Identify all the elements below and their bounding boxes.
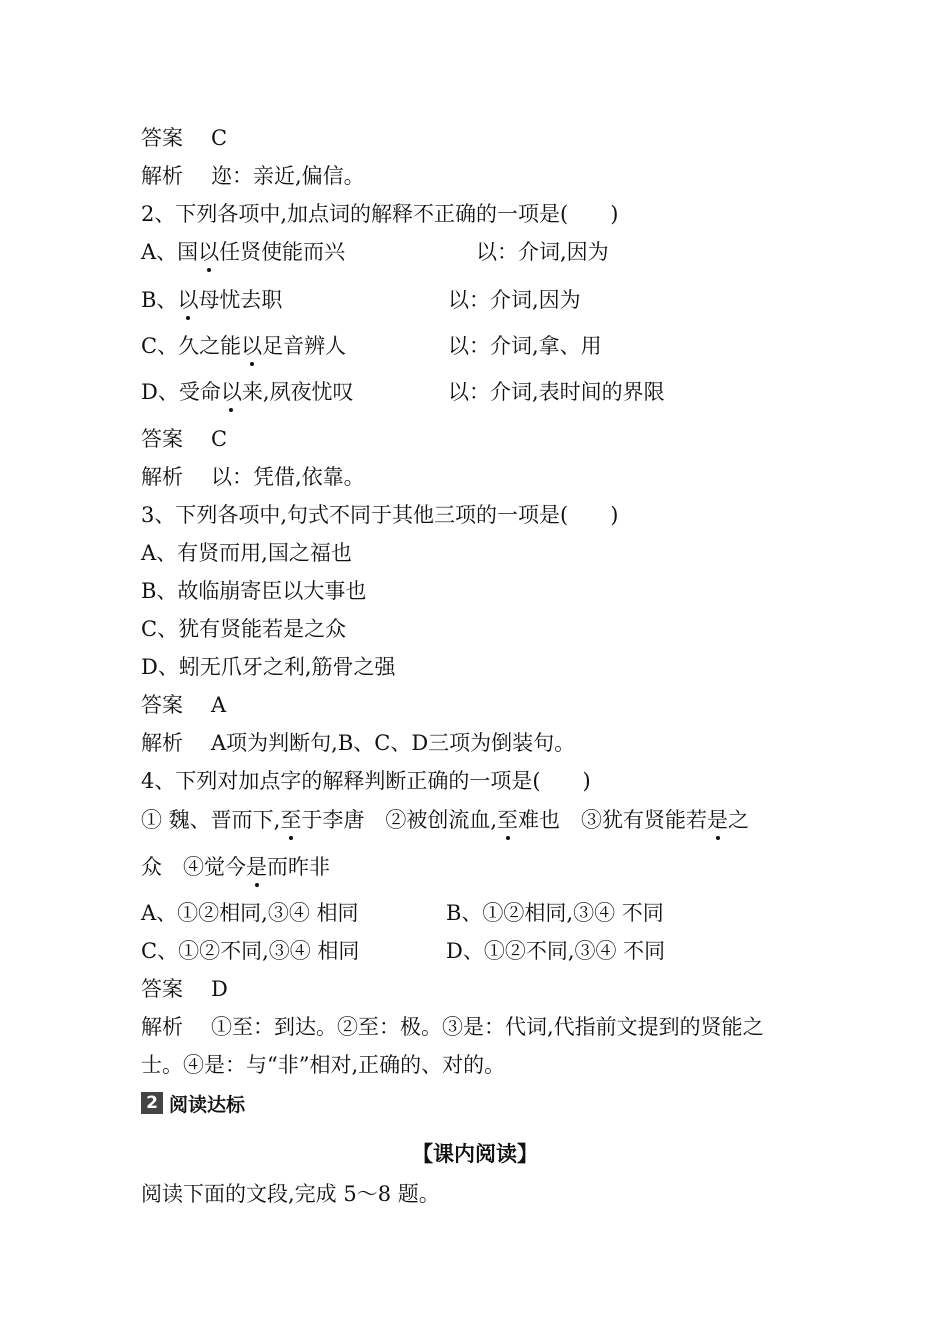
emphasis-dot-char: 以 bbox=[220, 380, 242, 404]
q4-option-d: D、①②不同,③④ 不同 bbox=[446, 939, 666, 963]
reading-instruction: 阅读下面的文段,完成 5～8 题。 bbox=[141, 1182, 440, 1206]
q3-option-d: D、蚓无爪牙之利,筋骨之强 bbox=[141, 655, 396, 679]
q4-option-a: A、①②相同,③④ 相同 bbox=[141, 901, 359, 925]
q3-option-c: C、犹有贤能若是之众 bbox=[141, 617, 347, 641]
section-number-badge: 2 bbox=[141, 1092, 163, 1114]
q4-option-b: B、①②相同,③④ 不同 bbox=[446, 901, 664, 925]
q4-sentences-line1: ① 魏、晋而下,至于李唐 ②被创流血,至难也 ③犹有贤能若是之 bbox=[141, 808, 750, 832]
q2-option-b-gloss: 以：介词,因为 bbox=[448, 288, 581, 312]
q4-sentences-line2: 众 ④觉今是而昨非 bbox=[141, 855, 330, 879]
emphasis-dot-char: 至 bbox=[497, 808, 519, 832]
q2-stem: 2、下列各项中,加点词的解释不正确的一项是( ) bbox=[141, 202, 619, 226]
q1-answer: 答案 C bbox=[141, 126, 228, 150]
q4-stem: 4、下列对加点字的解释判断正确的一项是( ) bbox=[141, 769, 591, 793]
q4-analysis-cont: 士。④是：与“非”相对,正确的、对的。 bbox=[141, 1053, 506, 1077]
section-title: 阅读达标 bbox=[169, 1093, 246, 1116]
q2-option-a-gloss: 以：介词,因为 bbox=[476, 240, 609, 264]
section-heading bbox=[141, 1090, 245, 1116]
q2-option-d-gloss: 以：介词,表时间的界限 bbox=[448, 380, 665, 404]
subsection-title: 【课内阅读】 bbox=[412, 1141, 538, 1166]
q3-option-a: A、有贤而用,国之福也 bbox=[141, 541, 352, 565]
q2-option-a: A、国以任贤使能而兴 bbox=[141, 240, 346, 264]
q1-analysis: 解析 迩：亲近,偏信。 bbox=[141, 164, 365, 188]
q2-option-b: B、以母忧去职 bbox=[141, 288, 283, 312]
emphasis-dot-char: 是 bbox=[246, 855, 267, 879]
q3-stem: 3、下列各项中,句式不同于其他三项的一项是( ) bbox=[141, 503, 619, 527]
emphasis-dot-char: 以 bbox=[177, 288, 199, 312]
q4-answer: 答案 D bbox=[141, 977, 228, 1001]
q3-analysis: 解析 A项为判断句,B、C、D三项为倒装句。 bbox=[141, 731, 576, 755]
q2-option-d: D、受命以来,夙夜忧叹 bbox=[141, 380, 354, 404]
emphasis-dot-char: 至 bbox=[280, 808, 302, 832]
q3-option-b: B、故临崩寄臣以大事也 bbox=[141, 579, 367, 603]
q2-option-c: C、久之能以足音辨人 bbox=[141, 334, 347, 358]
emphasis-dot-char: 以 bbox=[241, 334, 263, 358]
q2-analysis: 解析 以：凭借,依靠。 bbox=[141, 465, 365, 489]
q3-answer: 答案 A bbox=[141, 693, 227, 717]
emphasis-dot-char: 以 bbox=[198, 240, 220, 264]
q4-analysis: 解析 ①至：到达。②至：极。③是：代词,代指前文提到的贤能之 bbox=[141, 1015, 764, 1039]
q2-answer: 答案 C bbox=[141, 427, 228, 451]
q2-option-c-gloss: 以：介词,拿、用 bbox=[448, 334, 602, 358]
emphasis-dot-char: 是 bbox=[707, 808, 729, 832]
q4-option-c: C、①②不同,③④ 相同 bbox=[141, 939, 360, 963]
